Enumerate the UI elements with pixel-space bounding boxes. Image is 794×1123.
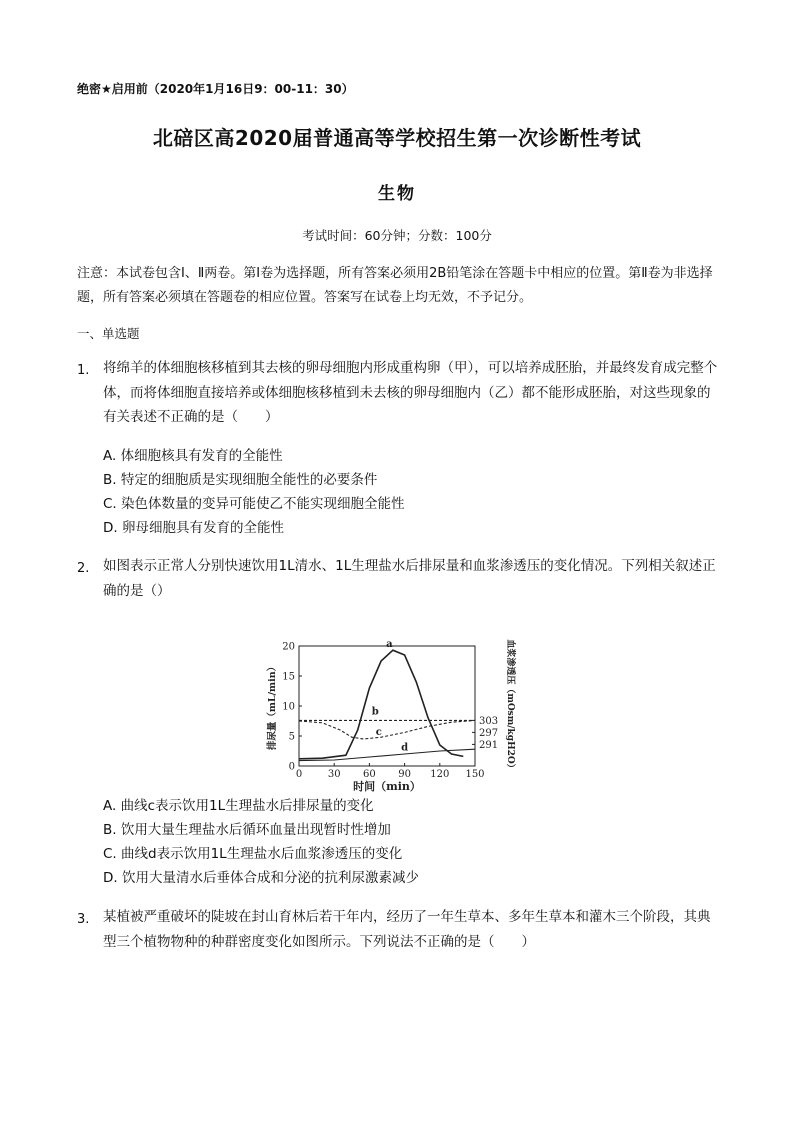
x-axis-label: 时间（min） [353, 780, 421, 793]
question-1-text: 将绵羊的体细胞核移植到其去核的卵母细胞内形成重构卵（甲），可以培养成胚胎，并最终发育成完整个体，而将体细胞直接培养或体细胞核移植到未去核的卵母细胞内（乙）都不能形成胚胎，对这些现象的有关表述不正确的是（ ） [103, 360, 718, 425]
question-2-option-a: A. 曲线c表示饮用1L生理盐水后排尿量的变化 [103, 798, 374, 814]
question-1-option-c: C. 染色体数量的变异可能使乙不能实现细胞全能性 [103, 496, 405, 512]
x-tick-label-150: 150 [465, 769, 485, 780]
question-3-number: 3. [77, 912, 90, 927]
question-2-option-d: D. 饮用大量清水后垂体合成和分泌的抗利尿激素减少 [103, 870, 419, 886]
urine-osmolarity-figure [255, 636, 515, 800]
x-tick-label-30: 30 [327, 769, 341, 780]
series-c-label: c [375, 726, 382, 738]
exam-note: 注意：本试卷包含Ⅰ、Ⅱ两卷。第Ⅰ卷为选择题，所有答案必须用2B铅笔涂在答题卡中相应的位置。第Ⅱ卷为非选择题，所有答案必须填在答题卷的相应位置。答案写在试卷上均无效，不予记分。 [77, 266, 713, 305]
y-left-tick-label-20: 20 [282, 641, 295, 653]
series-d-line [299, 749, 475, 760]
line-chart [255, 636, 515, 796]
x-tick-label-0: 0 [295, 769, 303, 780]
question-2-option-c: C. 曲线d表示饮用1L生理盐水后血浆渗透压的变化 [103, 846, 403, 862]
question-3-text: 某植被严重破坏的陡坡在封山育林后若干年内，经历了一年生草本、多年生草本和灌木三个阶段，其典型三个植物物种的种群密度变化如图所示。下列说法不正确的是（ ） [103, 909, 711, 950]
plot-frame [299, 646, 475, 766]
question-2-option-b: B. 饮用大量生理盐水后循环血量出现暂时性增加 [103, 822, 391, 838]
y-right-tick-label-297: 297 [479, 727, 499, 739]
x-tick-label-90: 90 [398, 769, 411, 780]
x-tick-label-120: 120 [430, 769, 450, 780]
exam-title: 北碚区高2020届普通高等学校招生第一次诊断性考试 [152, 126, 642, 150]
exam-info: 考试时间：60分钟；分数：100分 [302, 228, 492, 243]
question-2-number: 2. [77, 561, 90, 576]
question-1-option-a: A. 体细胞核具有发育的全能性 [103, 448, 283, 464]
series-d-label: d [401, 742, 409, 754]
section-title: 一、单选题 [77, 326, 140, 341]
confidential-header: 绝密★启用前（2020年1月16日9：00-11：30） [77, 82, 354, 96]
subject-title: 生物 [378, 184, 416, 204]
question-1-number: 1. [77, 363, 90, 378]
series-b-label: b [371, 706, 379, 718]
y-left-tick-label-10: 10 [282, 701, 295, 713]
y-left-tick-label-15: 15 [282, 671, 295, 683]
question-1-option-d: D. 卵母细胞具有发育的全能性 [103, 520, 284, 536]
y-left-tick-label-0: 0 [288, 761, 295, 773]
series-a-label: a [386, 639, 393, 651]
y-right-axis-label: 血浆渗透压（mOsm/kgH2O） [505, 639, 515, 773]
series-c-line [299, 720, 475, 739]
question-1-option-b: B. 特定的细胞质是实现细胞全能性的必要条件 [103, 472, 378, 488]
y-right-tick-label-303: 303 [479, 715, 499, 727]
x-tick-label-60: 60 [363, 769, 376, 780]
series-a-line [299, 650, 463, 759]
y-left-axis-label: 排尿量（mL/min） [267, 661, 278, 751]
y-left-tick-label-5: 5 [288, 731, 295, 743]
question-2-text: 如图表示正常人分别快速饮用1L清水、1L生理盐水后排尿量和血浆渗透压的变化情况。下列相关叙述正确的是（） [103, 558, 716, 599]
y-right-tick-label-291: 291 [479, 739, 499, 751]
